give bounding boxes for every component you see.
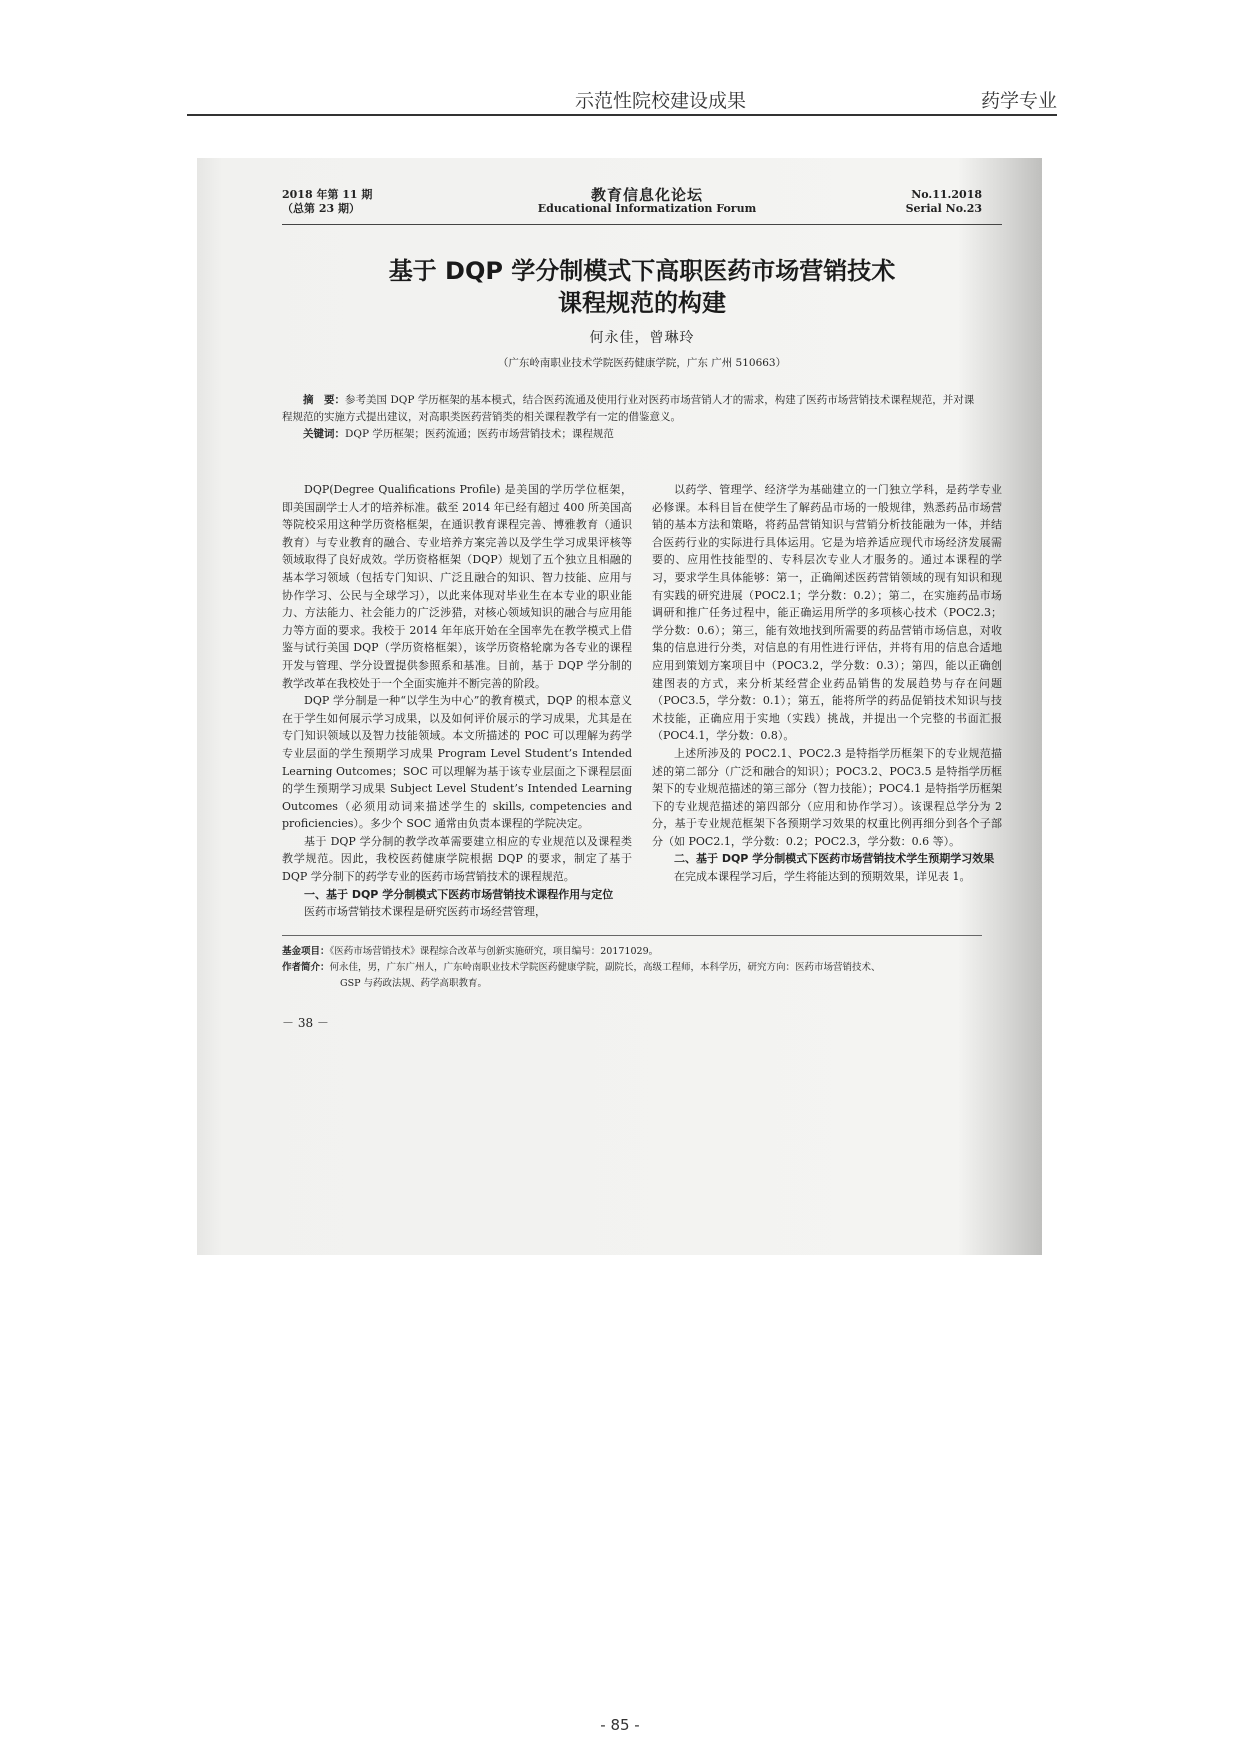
journal-issue-cn [282, 188, 372, 216]
footnotes [282, 935, 982, 992]
journal-issue-en [906, 188, 982, 216]
abstract-text: 参考美国 DQP 学历框架的基本模式，结合医药流通及使用行业对医药市场营销人才的需求，构建了医药市场营销技术课程规范，并对课程规范的实施方式提出建议，对高职类医药营销类的相关课程教学有一定的借鉴意义。 [282, 394, 975, 423]
running-header-title: 示范性院校建设成果 [575, 90, 747, 112]
paragraph: 以药学、管理学、经济学为基础建立的一门独立学科，是药学专业必修课。本科目旨在使学生了解药品市场的一般规律，熟悉药品市场营销的基本方法和策略，将药品营销知识与营销分析技能融为一体，并结合医药行业的实际进行具体运用。它是为培养适应现代市场经济发展需要的、应用性技能型的、专科层次专业人才服务的。通过本课程的学习，要求学生具体能够：第一，正确阐述医药营销领域的现有知识和现有实践的研究进展（POC2.1；学分数：0.2）；第二，在实施药品市场调研和推广任务过程中，能正确运用所学的多项核心技术（POC2.3；学分数：0.6）；第三，能有效地找到所需要的药品营销市场信息，对收集的信息进行分类，对信息的有用性进行评估，并将有用的信息合适地应用到策划方案项目中（POC3.2，学分数：0.3）；第四，能以正确创建图表的方式，来分析某经营企业药品销售的发展趋势与存在问题（POC3.5，学分数：0.1）；第五，能将所学的药品促销技术知识与技术技能，正确应用于实地（实践）挑战，并提出一个完整的书面汇报（POC4.1，学分数：0.8）。 [652, 483, 1002, 743]
paragraph: 医药市场营销技术课程是研究医药市场经营管理， [304, 905, 546, 919]
serial-cn: （总第 23 期） [282, 202, 360, 215]
paragraph: DQP 学分制是一种“以学生为中心”的教育模式，DQP 的根本意义在于学生如何展示学习成果，以及如何评价展示的学习成果，尤其是在专门知识领域以及智力技能领域。本文所描述的 POC 可以理解为药学专业层面的学生预期学习成果 Program Level Student’s Intended Learning Outcomes；SOC 可以理解为基于该专业层面之下课程层面的学生预期学习成果 Subject Level Student’s Intended Learning Outcomes（必须用动词来描述学生的 skills, competencies and proficiencies）。多少个 SOC 通常由负责本课程的学院决定。 [282, 694, 632, 831]
title-line-2: 课程规范的构建 [558, 289, 726, 317]
keywords-label: 关键词： [303, 428, 345, 440]
fund-label: 基金项目： [282, 945, 330, 957]
keywords-text: DQP 学历框架；医药流通；医药市场营销技术；课程规范 [345, 428, 614, 440]
running-header-section: 药学专业 [980, 90, 1057, 112]
section-heading-1: 一、基于 DQP 学分制模式下医药市场营销技术课程作用与定位 [304, 887, 614, 901]
article-title [282, 255, 1002, 319]
section-heading-2: 二、基于 DQP 学分制模式下医药市场营销技术学生预期学习效果 [674, 852, 995, 866]
scan-page-number: － 38 － [282, 1015, 329, 1030]
paragraph: DQP(Degree Qualifications Profile) 是美国的学历学位框架，即美国副学士人才的培养标准。截至 2014 年已经有超过 400 所美国高等院校采用这种学历资格框架，在通识教育课程完善、博雅教育（通识教育）与专业教育的融合、专业培养方案完善以及学生学习成果评核等领域取得了良好成效。学历资格框架（DQP）规划了五个独立且相融的基本学习领域（包括专门知识、广泛且融合的知识、智力技能、应用与协作学习、公民与全球学习），以此来体现对毕业生在本专业的职业能力、方法能力、社会能力的广泛涉猎，对核心领域知识的融合与应用能力等方面的要求。我校于 2014 年年底开始在全国率先在教学模式上借鉴与试行美国 DQP（学历资格框架），该学历资格轮廓为各专业的课程开发与管理、学分设置提供参照系和基准。目前，基于 DQP 学分制的教学改革在我校处于一个全面实施并不断完善的阶段。 [282, 483, 632, 690]
page-number: - 85 - [600, 1716, 640, 1734]
abstract-label: 摘 要： [303, 394, 345, 406]
article-authors: 何永佳，曾琳玲 [589, 330, 695, 346]
article-affiliation: （广东岭南职业技术学院医药健康学院，广东 广州 510663） [497, 357, 787, 369]
journal-name-cn: 教育信息化论坛 [590, 186, 703, 204]
author-label: 作者简介： [282, 961, 330, 973]
issue-en: No.11.2018 [911, 188, 982, 201]
journal-header [282, 188, 1002, 225]
running-header [187, 84, 1057, 116]
serial-en: Serial No.23 [905, 202, 982, 215]
fund-text: 《医药市场营销技术》课程综合改革与创新实施研究，项目编号：20171029。 [329, 945, 659, 957]
journal-name-en: Educational Informatization Forum [537, 202, 757, 215]
abstract [282, 392, 982, 443]
author-text: 何永佳，男，广东广州人，广东岭南职业技术学院医药健康学院，副院长，高级工程师，本科学历，研究方向：医药市场营销技术、 [329, 961, 881, 973]
left-column [282, 481, 632, 921]
journal-name [482, 188, 812, 216]
issue-cn: 2018 年第 11 期 [282, 188, 373, 201]
right-column [652, 481, 1002, 921]
paragraph: 基于 DQP 学分制的教学改革需要建立相应的专业规范以及课程类教学规范。因此，我校医药健康学院根据 DQP 的要求，制定了基于 DQP 学分制下的药学专业的医药市场营销技术的课程规范。 [282, 834, 632, 884]
paragraph: 在完成本课程学习后，学生将能达到的预期效果，详见表 1。 [674, 870, 971, 884]
author-text-cont: GSP 与药政法规、药学高职教育。 [340, 977, 488, 989]
scanned-article-page [197, 158, 1042, 1255]
paragraph: 上述所涉及的 POC2.1、POC2.3 是特指学历框架下的专业规范描述的第二部分（广泛和融合的知识）；POC3.2、POC3.5 是特指学历框架下的专业规范描述的第三部分（智力技能）；POC4.1 是特指学历框架下的专业规范描述的第四部分（应用和协作学习）。该课程总学分为 2 分，基于专业规范框架下各预期学习效果的权重比例再细分到各个子部分（如 POC2.1，学分数：0.2；POC2.3，学分数：0.6 等）。 [652, 746, 1002, 848]
title-line-1: 基于 DQP 学分制模式下高职医药市场营销技术 [388, 257, 896, 285]
body-columns [282, 481, 1002, 921]
